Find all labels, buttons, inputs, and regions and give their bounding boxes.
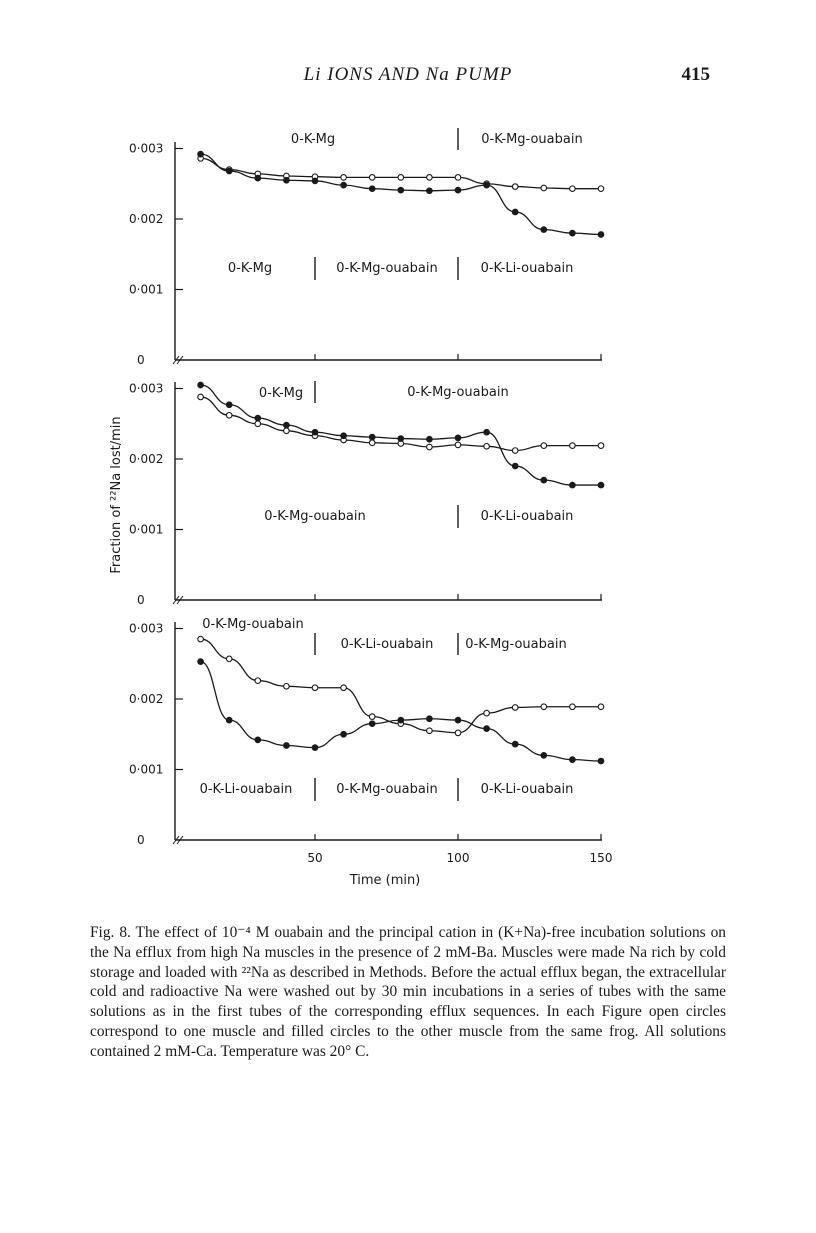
y-tick-label: 0·001 bbox=[129, 522, 164, 537]
series-filled-circles-line bbox=[201, 154, 601, 234]
y-tick-label: 0·001 bbox=[129, 282, 164, 297]
condition-label-lower: 0-K-Li-ouabain bbox=[480, 782, 574, 797]
x-tick-label: 50 bbox=[307, 851, 323, 865]
open-circle-point bbox=[427, 728, 433, 734]
condition-label-lower: 0-K-Mg bbox=[227, 261, 273, 276]
filled-circle-point bbox=[369, 434, 375, 440]
open-circle-point bbox=[226, 656, 232, 662]
filled-circle-point bbox=[312, 745, 318, 751]
open-circle-point bbox=[570, 704, 576, 710]
open-circle-point bbox=[455, 442, 461, 448]
filled-circle-point bbox=[198, 659, 204, 665]
filled-circle-point bbox=[455, 187, 461, 193]
figure-caption: Fig. 8. The effect of 10⁻⁴ M ouabain and the principal cation in (K+Na)-free incubation solutions on the Na efflux from high Na muscles in the presence of 2 mM-Ba. Muscles were made Na rich by cold storage and loaded with ²²Na as described in Methods. Before the actual efflux began, the extracellular cold and radioactive Na were washed out by 30 min incubations in a series of tubes with the same solutions as in the first tubes of the corresponding efflux sequences. In each Figure open circles correspond to one muscle and filled circles to the other muscle from the same frog. All solutions contained 2 mM-Ca. Temperature was 20° C. bbox=[90, 924, 726, 1060]
open-circle-point bbox=[312, 685, 318, 691]
condition-label-lower: 0-K-Mg-ouabain bbox=[336, 782, 438, 797]
filled-circle-point bbox=[512, 463, 518, 469]
open-circle-point bbox=[226, 412, 232, 418]
filled-circle-point bbox=[369, 186, 375, 192]
y-axis-title: Fraction of ²²Na lost/min bbox=[109, 416, 124, 574]
filled-circle-point bbox=[398, 187, 404, 193]
filled-circle-point bbox=[598, 758, 604, 764]
chart-panel-2 bbox=[129, 381, 604, 607]
open-circle-point bbox=[598, 704, 604, 710]
open-circle-point bbox=[455, 175, 461, 181]
condition-label-upper: 0-K-Mg-ouabain bbox=[481, 132, 583, 147]
filled-circle-point bbox=[255, 737, 261, 743]
series-filled-circles-line bbox=[201, 662, 601, 761]
open-circle-point bbox=[541, 443, 547, 449]
condition-label-lower: 0-K-Mg-ouabain bbox=[336, 261, 438, 276]
filled-circle-point bbox=[570, 230, 576, 236]
filled-circle-point bbox=[255, 175, 261, 181]
filled-circle-point bbox=[284, 177, 290, 183]
open-circle-point bbox=[598, 186, 604, 192]
filled-circle-point bbox=[226, 168, 232, 174]
filled-circle-point bbox=[427, 716, 433, 722]
condition-label-lower: 0-K-Mg-ouabain bbox=[264, 509, 366, 524]
open-circle-point bbox=[455, 730, 461, 736]
filled-circle-point bbox=[570, 757, 576, 763]
x-tick-label: 100 bbox=[446, 851, 470, 865]
x-axis-title: Time (min) bbox=[349, 873, 421, 888]
filled-circle-point bbox=[427, 188, 433, 194]
page-number: 415 bbox=[681, 64, 710, 85]
open-circle-point bbox=[541, 185, 547, 191]
x-tick-label: 150 bbox=[589, 851, 613, 865]
open-circle-point bbox=[512, 705, 518, 711]
condition-label-lower: 0-K-Li-ouabain bbox=[480, 509, 574, 524]
filled-circle-point bbox=[541, 753, 547, 759]
open-circle-point bbox=[398, 175, 404, 181]
open-circle-point bbox=[284, 428, 290, 434]
open-circle-point bbox=[427, 175, 433, 181]
filled-circle-point bbox=[341, 731, 347, 737]
open-circle-point bbox=[284, 684, 290, 690]
open-circle-point bbox=[198, 394, 204, 400]
open-circle-point bbox=[341, 175, 347, 181]
condition-label-lower: 0-K-Li-ouabain bbox=[480, 261, 574, 276]
condition-label-upper: 0-K-Li-ouabain bbox=[340, 637, 434, 652]
open-circle-point bbox=[255, 678, 261, 684]
filled-circle-point bbox=[484, 726, 490, 732]
filled-circle-point bbox=[455, 435, 461, 441]
filled-circle-point bbox=[312, 178, 318, 184]
y-tick-label: 0·001 bbox=[129, 762, 164, 777]
open-circle-point bbox=[427, 444, 433, 450]
filled-circle-point bbox=[484, 429, 490, 435]
filled-circle-point bbox=[312, 429, 318, 435]
y-tick-label: 0·002 bbox=[129, 452, 164, 466]
filled-circle-point bbox=[226, 717, 232, 723]
filled-circle-point bbox=[455, 717, 461, 723]
condition-label-lower: 0-K-Li-ouabain bbox=[199, 782, 293, 797]
open-circle-point bbox=[369, 175, 375, 181]
filled-circle-point bbox=[284, 422, 290, 428]
running-title: Li IONS AND Na PUMP bbox=[303, 64, 513, 85]
y-tick-label: 0·002 bbox=[129, 212, 164, 226]
filled-circle-point bbox=[598, 232, 604, 238]
open-circle-point bbox=[512, 448, 518, 454]
filled-circle-point bbox=[512, 741, 518, 747]
filled-circle-point bbox=[427, 436, 433, 442]
filled-circle-point bbox=[398, 717, 404, 723]
filled-circle-point bbox=[598, 482, 604, 488]
filled-circle-point bbox=[341, 182, 347, 188]
filled-circle-point bbox=[198, 382, 204, 388]
open-circle-point bbox=[598, 443, 604, 449]
condition-label-upper: 0-K-Mg-ouabain bbox=[202, 617, 304, 632]
y-tick-label: 0 bbox=[137, 593, 145, 607]
open-circle-point bbox=[255, 421, 261, 427]
filled-circle-point bbox=[341, 433, 347, 439]
open-circle-point bbox=[541, 704, 547, 710]
open-circle-point bbox=[570, 186, 576, 192]
filled-circle-point bbox=[198, 151, 204, 157]
open-circle-point bbox=[369, 714, 375, 720]
filled-circle-point bbox=[541, 227, 547, 233]
y-tick-label: 0·003 bbox=[129, 381, 164, 396]
chart-panel-1 bbox=[129, 128, 604, 367]
filled-circle-point bbox=[484, 182, 490, 188]
y-tick-label: 0 bbox=[137, 353, 145, 367]
y-tick-label: 0·003 bbox=[129, 621, 164, 636]
filled-circle-point bbox=[284, 743, 290, 749]
open-circle-point bbox=[512, 184, 518, 190]
y-tick-label: 0·002 bbox=[129, 692, 164, 706]
condition-label-upper: 0-K-Mg bbox=[258, 386, 304, 401]
open-circle-point bbox=[570, 443, 576, 449]
chart-panel-3 bbox=[129, 617, 604, 847]
filled-circle-point bbox=[541, 477, 547, 483]
condition-label-upper: 0-K-Mg-ouabain bbox=[465, 637, 567, 652]
open-circle-point bbox=[369, 440, 375, 446]
open-circle-point bbox=[484, 444, 490, 450]
filled-circle-point bbox=[255, 415, 261, 421]
open-circle-point bbox=[484, 710, 490, 716]
filled-circle-point bbox=[226, 402, 232, 408]
open-circle-point bbox=[198, 636, 204, 642]
filled-circle-point bbox=[512, 209, 518, 215]
condition-label-upper: 0-K-Mg-ouabain bbox=[407, 385, 509, 400]
open-circle-point bbox=[341, 685, 347, 691]
filled-circle-point bbox=[398, 436, 404, 442]
y-tick-label: 0·003 bbox=[129, 141, 164, 156]
condition-label-upper: 0-K-Mg bbox=[290, 132, 336, 147]
y-tick-label: 0 bbox=[137, 833, 145, 847]
filled-circle-point bbox=[369, 721, 375, 727]
filled-circle-point bbox=[570, 482, 576, 488]
